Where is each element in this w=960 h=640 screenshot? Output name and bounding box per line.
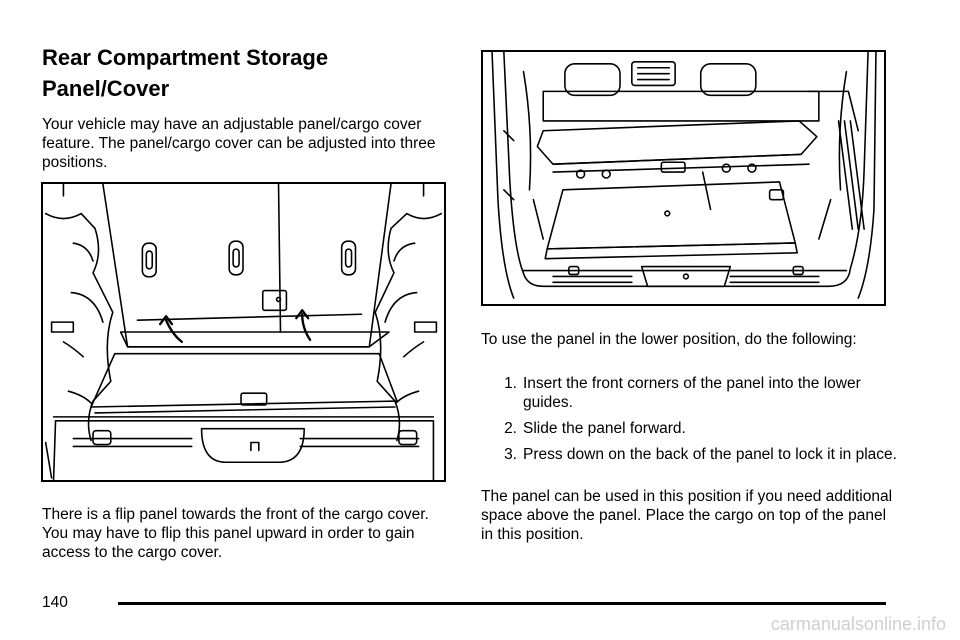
cargo-cover-illustration — [41, 182, 446, 482]
site-watermark[interactable]: carmanualsonline.info — [770, 614, 946, 634]
flip-panel-paragraph: There is a flip panel towards the front of the cargo cover. You may have to flip this panel upward in order to gain access to the cargo cover. — [42, 506, 429, 561]
heading-line-2: Panel/Cover — [42, 76, 170, 101]
step-item — [481, 445, 901, 464]
footer-rule — [118, 602, 886, 605]
section-heading — [42, 42, 442, 104]
heading-line-1: Rear Compartment Storage — [42, 45, 329, 70]
step-item — [481, 374, 901, 412]
step-item — [481, 419, 901, 438]
step-number: 1. — [504, 375, 517, 392]
step-text: Insert the front corners of the panel into the lower guides. — [523, 375, 861, 411]
lower-position-illustration — [481, 50, 886, 306]
page-number: 140 — [42, 594, 68, 611]
instruction-steps — [481, 374, 901, 471]
step-number: 3. — [504, 446, 517, 463]
closing-paragraph: The panel can be used in this position if you need additional space above the panel. Place the cargo on top of the panel in this position. — [481, 488, 893, 543]
step-text: Slide the panel forward. — [523, 420, 686, 437]
step-text: Press down on the back of the panel to lock it in place. — [523, 446, 897, 463]
lower-position-drawing — [483, 52, 884, 304]
instructions-intro: To use the panel in the lower position, do the following: — [481, 331, 857, 348]
cargo-cover-drawing — [43, 184, 444, 480]
intro-paragraph: Your vehicle may have an adjustable panel/cargo cover feature. The panel/cargo cover can be adjusted into three positions. — [42, 116, 436, 171]
step-number: 2. — [504, 420, 517, 437]
